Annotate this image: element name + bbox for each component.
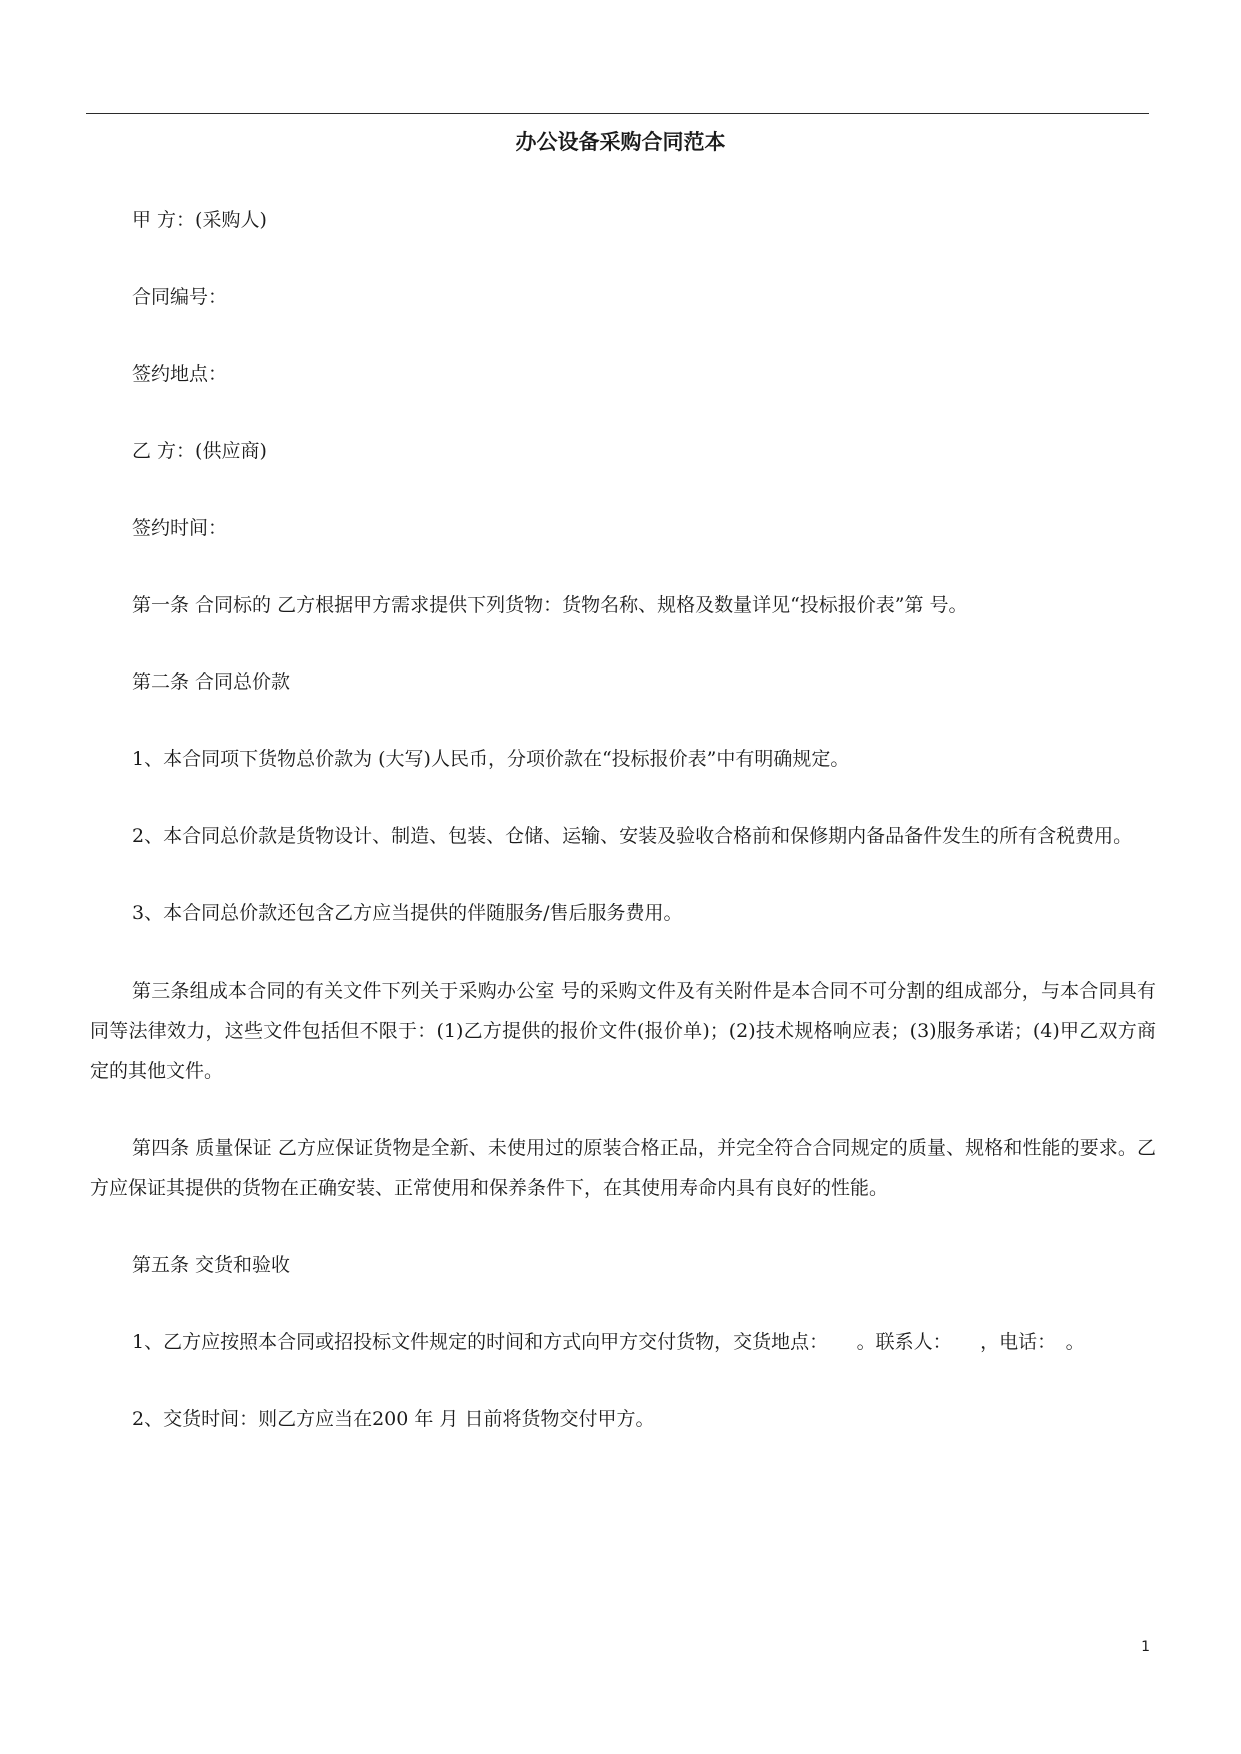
header-rule: [86, 113, 1149, 114]
document-body: [90, 200, 1156, 1439]
signing-place-line: 签约地点：: [132, 363, 228, 385]
article-2-heading: 第二条 合同总价款: [132, 671, 291, 693]
article-2-item-2: 2、本合同总价款是货物设计、制造、包装、仓储、运输、安装及验收合格前和保修期内备品备件发生的所有含税费用。: [132, 825, 1133, 847]
article-3: 第三条组成本合同的有关文件下列关于采购办公室 号的采购文件及有关附件是本合同不可分割的组成部分，与本合同具有同等法律效力，这些文件包括但不限于：(1)乙方提供的报价文件(报价单)；(2)技术规格响应表；(3)服务承诺；(4)甲乙双方商定的其他文件。: [90, 980, 1156, 1082]
article-5-item-1: 1、乙方应按照本合同或招投标文件规定的时间和方式向甲方交付货物，交货地点： 。联系人： ，电话： 。: [132, 1331, 1085, 1353]
document-title: 办公设备采购合同范本: [515, 129, 726, 154]
party-a-line: 甲 方：(采购人): [132, 209, 267, 231]
article-2-item-1: 1、本合同项下货物总价款为 (大写)人民币，分项价款在“投标报价表”中有明确规定。: [132, 748, 850, 770]
article-5-heading: 第五条 交货和验收: [132, 1254, 291, 1276]
article-4: 第四条 质量保证 乙方应保证货物是全新、未使用过的原装合格正品，并完全符合合同规定的质量、规格和性能的要求。乙方应保证其提供的货物在正确安装、正常使用和保养条件下，在其使用寿命内具有良好的性能。: [90, 1137, 1156, 1199]
article-5-item-2: 2、交货时间：则乙方应当在200 年 月 日前将货物交付甲方。: [132, 1408, 655, 1430]
article-1: 第一条 合同标的 乙方根据甲方需求提供下列货物：货物名称、规格及数量详见“投标报价表”第 号。: [132, 594, 968, 616]
contract-number-line: 合同编号：: [132, 286, 228, 308]
page-number: 1: [1141, 1639, 1150, 1655]
party-b-line: 乙 方：(供应商): [132, 440, 267, 462]
signing-time-line: 签约时间：: [132, 517, 228, 539]
article-2-item-3: 3、本合同总价款还包含乙方应当提供的伴随服务/售后服务费用。: [132, 902, 683, 924]
